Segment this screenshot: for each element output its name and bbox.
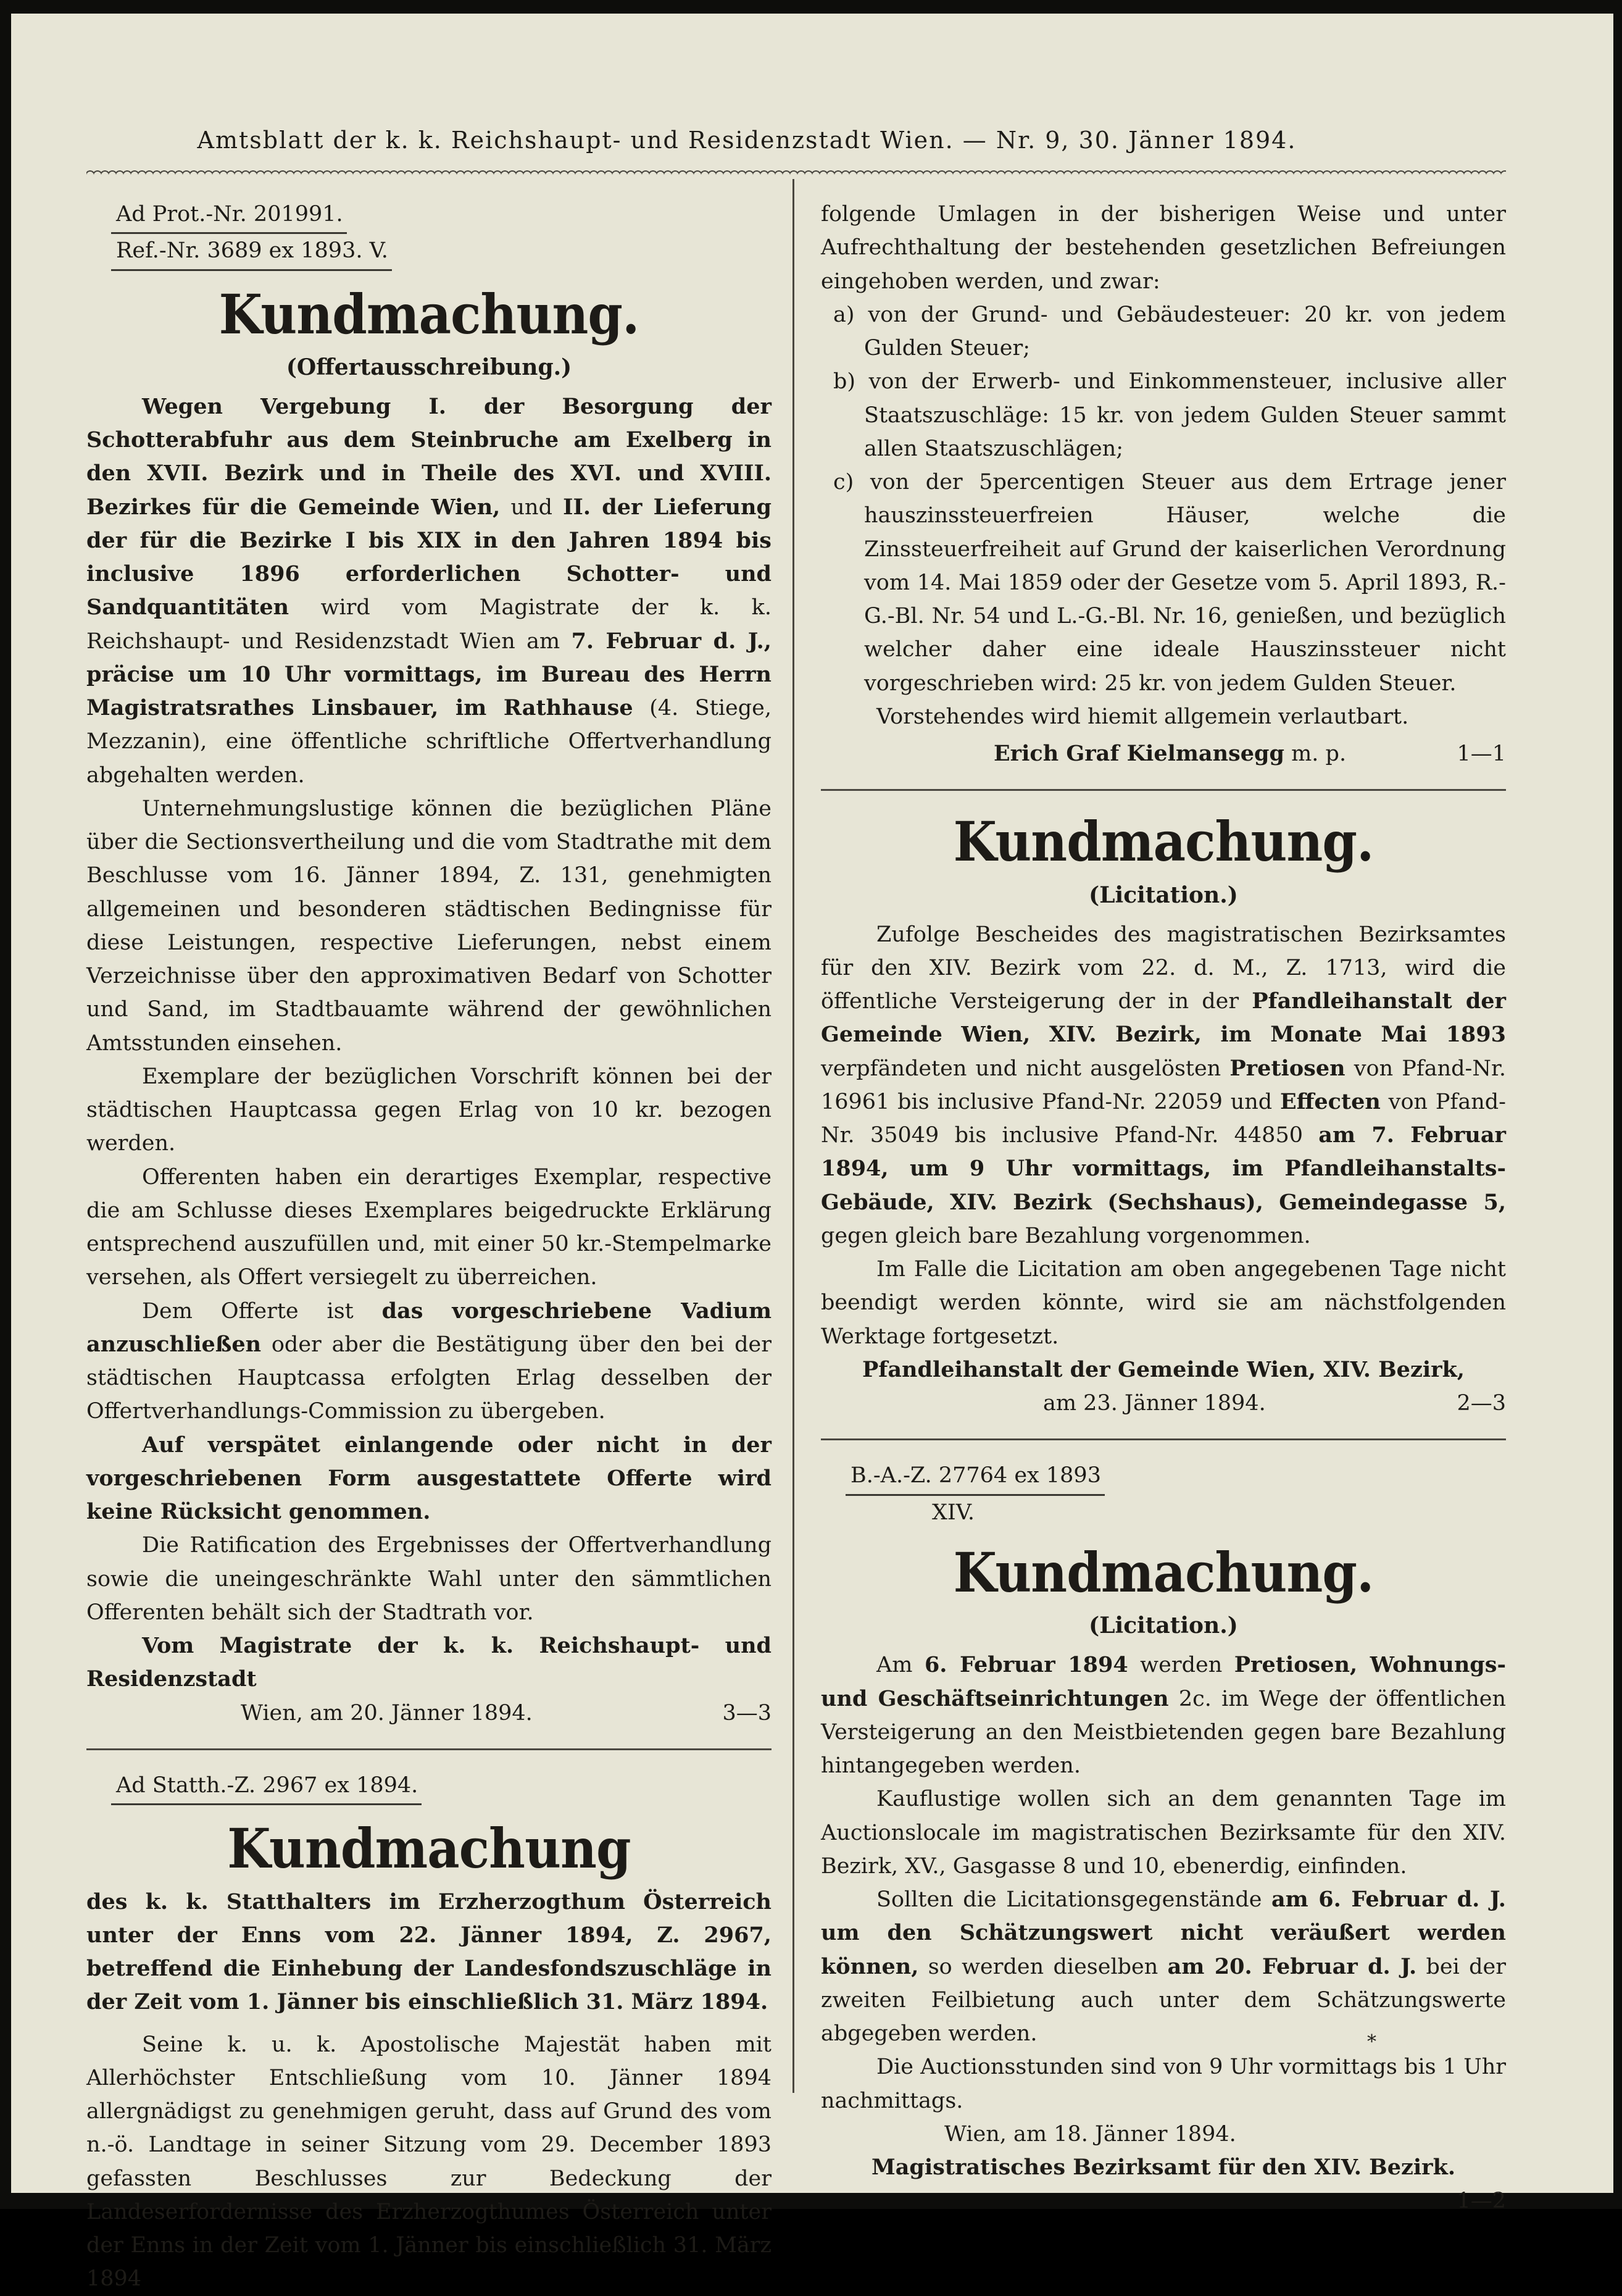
notice-subheading: (Licitation.) [1089,882,1238,908]
place-date: Wien, am 20. Jänner 1894. [241,1700,533,1726]
paragraph: folgende Umlagen in der bisherigen Weise und unter Aufrechthaltung der bestehenden gesetzlichen Befreiungen eingehoben werden, und zwar: [821,202,1506,294]
date: am 23. Jänner 1894. [1043,1391,1266,1416]
paragraph: Wegen Vergebung I. der Besorgung der Schotterabfuhr aus dem Steinbruche am Exelberg in den XVII. Bezirk und in Theile des XVI. und XVIII. Bezirkes für die Gemeinde Wien, und II. der Lieferung der für die Bezirke I bis XIX in den Jahren 1894 bis inclusive 1896 erforderlichen Schotter- und Sandquantitäten wird vom Magistrate der k. k. Reichshaupt- und Residenzstadt Wien am 7. Februar d. J., präcise um 10 Uhr vormittags, im Bureau des Herrn Magistratsrathes Linsbauer, im Rathhause (4. Stiege, Mezzanin), eine öffentliche schriftliche Offertverhandlung abgehalten werden. [86,393,771,788]
paragraph: Offerenten haben ein derartiges Exemplar, respective die am Schlusse dieses Exemplares beigedruckte Erklärung entsprechend auszufüllen und, mit einer 50 kr.-Stempelmarke versehen, als Offert versiegelt zu überreichen. [86,1164,771,1290]
paragraph: Seine k. u. k. Apostolische Majestät haben mit Allerhöchster Entschließung vom 10. Jänner 1894 allergnädigst zu genehmigen geruht, dass auf Grund des vom n.-ö. Landtage in seiner Sitzung vom 29. December 1893 gefassten Beschlusses zur Bedeckung der Landeserfordernisse des Erzherzogthumes Österreich unter der Enns in der Zeit vom 1. Jänner bis einschließlich 31. März 1894 [86,2032,771,2292]
paragraph: Die Auctionsstunden sind von 9 Uhr vormittags bis 1 Uhr nachmittags. [821,2055,1506,2113]
signature: Vom Magistrate der k. k. Reichshaupt- und Residenzstadt [86,1633,771,1692]
paragraph: Vorstehendes wird hiemit allgemein verlautbart. [876,704,1409,729]
paragraph-bold: Auf verspätet einlangende oder nicht in der vorgeschriebenen Form ausgestattete Offerte wird keine Rücksicht genommen. [86,1432,771,1525]
running-header: Amtsblatt der k. k. Reichshaupt- und Residenzstadt Wien. — Nr. 9, 30. Jänner 1894. [197,127,1297,154]
column-divider [792,179,794,2093]
notice-licitation-pfandleihanstalt [821,809,1506,1420]
scan-border-top [0,0,1622,14]
notice-landesfondszuschlaege [86,1769,771,2296]
list-item: c) von der 5percentigen Steuer aus dem Ertrage jener hauszinssteuerfreien Häuser, welche die Zinssteuerfreiheit auf Grund der kaiserlichen Verordnung vom 14. Mai 1859 oder der Gesetze vom 5. April 1893, R.-G.-Bl. Nr. 54 und L.-G.-Bl. Nr. 16, genießen, und bezüglich welcher daher eine ideale Hauszinssteuer nicht vorgeschrieben wird: 25 kr. von jedem Gulden Steuer. [833,470,1506,696]
signature: Magistratisches Bezirksamt für den XIV. Bezirk. [871,2155,1456,2181]
notice-number: 1—1 [1457,741,1506,766]
notice-heading: Kundmachung. [218,282,639,346]
reference-number: XIV. [932,1500,975,1525]
section-separator [86,1748,771,1750]
paragraph: Dem Offerte ist das vorgeschriebene Vadium anzuschließen oder aber die Bestätigung über den bei der städtischen Hauptcassa erfolgten Erlag desselben der Offertverhandlungs-Commission zu übergeben. [86,1298,771,1424]
reference-number: Ref.-Nr. 3689 ex 1893. V. [111,234,392,270]
notice-subtitle: des k. k. Statthalters im Erzherzogthum Österreich unter der Enns vom 22. Jänner 1894, Z. 2967, betreffend die Einhebung der Landesfondszuschläge in der Zeit vom 1. Jänner bis einschließlich 31. März 1894. [86,1889,771,2015]
place-date: Wien, am 18. Jänner 1894. [944,2121,1236,2147]
signature-row [821,737,1506,770]
reference-number: B.-A.-Z. 27764 ex 1893 [846,1459,1105,1495]
paragraph: Sollten die Licitationsgegenstände am 6. Februar d. J. um den Schätzungswert nicht veräußert werden können, so werden dieselben am 20. Februar d. J. bei der zweiten Feilbietung auch unter dem Schätzungswerte abgegeben werden. [821,1887,1506,2047]
footer-mark: * [1367,2031,1376,2053]
right-column [821,198,1506,2218]
header-wavy-rule [86,167,1506,175]
notice-number: 2—3 [1457,1391,1506,1416]
notice-heading: Kundmachung [227,1816,631,1881]
paragraph: Unternehmungslustige können die bezüglichen Pläne über die Sectionsvertheilung und die vom Stadtrathe mit dem Beschlusse vom 16. Jänner 1894, Z. 131, genehmigten allgemeinen und besonderen städtischen Bedingnisse für diese Leistungen, respective Lieferungen, nebst einem Verzeichnisse über den approximativen Bedarf von Schotter und Sand, im Stadtbauamte während der gewöhnlichen Amtsstunden einsehen. [86,796,771,1056]
section-separator [821,789,1506,791]
reference-number: Ad Prot.-Nr. 201991. [111,198,347,234]
list-item: a) von der Grund- und Gebäudesteuer: 20 kr. von jedem Gulden Steuer; [833,302,1506,361]
paragraph: Am 6. Februar 1894 werden Pretiosen, Wohnungs- und Geschäftseinrichtungen 2c. im Wege der öffentlichen Versteigerung an den Meistbietenden gegen bare Bezahlung hintangegeben werden. [821,1652,1506,1779]
left-column [86,198,771,2296]
section-separator [821,1438,1506,1440]
notice-continuation [821,198,1506,770]
paragraph: Im Falle die Licitation am oben angegebenen Tage nicht beendigt werden könnte, wird sie am nächstfolgenden Werktage fortgesetzt. [821,1257,1506,1349]
signature: Pfandleihanstalt der Gemeinde Wien, XIV. Bezirk, [862,1356,1465,1382]
reference-number: Ad Statth.-Z. 2967 ex 1894. [111,1769,422,1805]
notice-heading: Kundmachung. [953,809,1374,874]
paragraph: Zufolge Bescheides des magistratischen Bezirksamtes für den XIV. Bezirk vom 22. d. M., Z. 1713, wird die öffentliche Versteigerung der in der Pfandleihanstalt der Gemeinde Wien, XIV. Bezirk, im Monate Mai 1893 verpfändeten und nicht ausgelösten Pretiosen von Pfand-Nr. 16961 bis inclusive Pfand-Nr. 22059 und Effecten von Pfand-Nr. 35049 bis inclusive Pfand-Nr. 44850 am 7. Februar 1894, um 9 Uhr vormittags, im Pfandleihanstalts-Gebäude, XIV. Bezirk (Sechshaus), Gemeindegasse 5, gegen gleich bare Bezahlung vorgenommen. [821,922,1506,1248]
notice-heading: Kundmachung. [953,1540,1374,1605]
number-row [821,2184,1506,2218]
notice-subheading: (Offertausschreibung.) [286,354,572,381]
notice-offertausschreibung [86,198,771,1730]
notice-number: 3—3 [722,1700,771,1726]
paragraph: Exemplare der bezüglichen Vorschrift können bei der städtischen Hauptcassa gegen Erlag von 10 kr. bezogen werden. [86,1064,771,1156]
scan-border-right [1613,0,1622,2209]
paragraph: Die Ratification des Ergebnisses der Offertverhandlung sowie die uneingeschränkte Wahl unter den sämmtlichen Offerenten behält sich der Stadtrath vor. [86,1533,771,1625]
date-row [821,1387,1506,1420]
notice-subheading: (Licitation.) [1089,1613,1238,1639]
scan-border-left [0,0,11,2209]
paragraph: Kauflustige wollen sich an dem genannten Tage im Auctionslocale im magistratischen Bezirksamte für den XIV. Bezirk, XV., Gasgasse 8 und 10, ebenerdig, einfinden. [821,1787,1506,1879]
notice-number: 1—2 [1457,2189,1506,2214]
notice-licitation-bezirksamt [821,1459,1506,2218]
place-date-row [86,1697,771,1730]
signature: Erich Graf Kielmansegg m. p. [994,741,1347,766]
list-item: b) von der Erwerb- und Einkommensteuer, inclusive aller Staatszuschläge: 15 kr. von jedem Gulden Steuer sammt allen Staatszuschlägen; [833,369,1506,461]
